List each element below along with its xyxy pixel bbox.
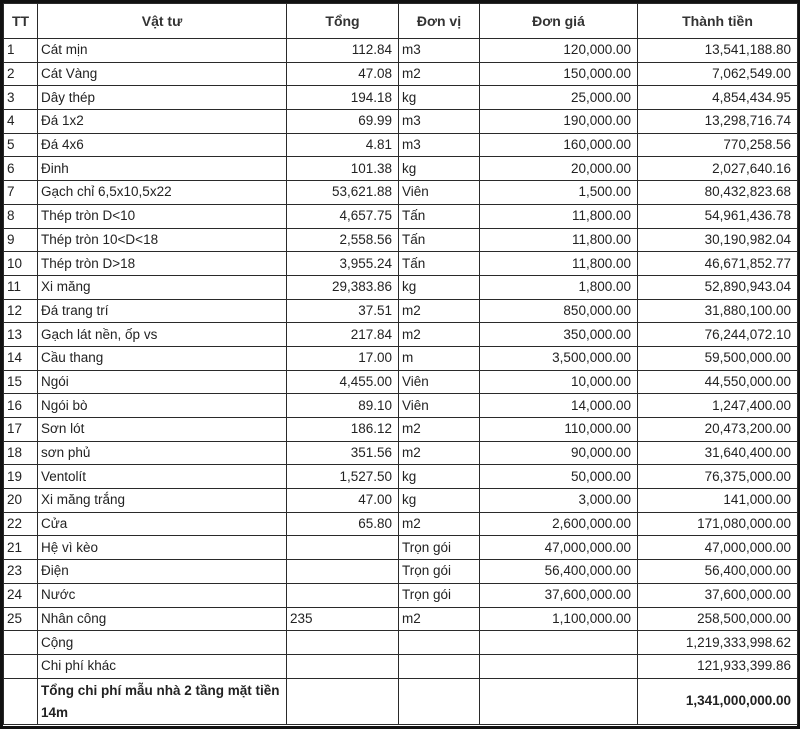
table-row [4,441,798,465]
cell-tong: 101.38 [287,157,399,181]
cell-don-gia: 47,000,000.00 [480,536,638,560]
cell-thanh-tien: 30,190,982.04 [638,228,798,252]
cell-don-vi: Tấn [399,228,480,252]
cell-tt: 13 [4,323,38,347]
cell-tong [287,536,399,560]
cell-thanh-tien: 20,473,200.00 [638,418,798,442]
cell-don-vi: Tấn [399,252,480,276]
cell-don-gia: 120,000.00 [480,39,638,63]
cell-don-vi: m2 [399,607,480,631]
table-row [4,465,798,489]
cell-vat-tu: Cầu thang [38,346,287,370]
table-row [4,512,798,536]
cell-don-gia: 350,000.00 [480,323,638,347]
cell-tt: 23 [4,560,38,584]
cell-tt: 10 [4,252,38,276]
cell-tong: 47.08 [287,62,399,86]
cell-tt: 22 [4,512,38,536]
cell-tong: 89.10 [287,394,399,418]
table-row [4,62,798,86]
cell-don-gia: 14,000.00 [480,394,638,418]
cell-don-vi: Trọn gói [399,536,480,560]
cell-don-gia: 25,000.00 [480,86,638,110]
cell-vat-tu: Thép tròn 10<D<18 [38,228,287,252]
cell-don-vi: kg [399,275,480,299]
summary-chi-phi-khac-value: 121,933,399.86 [638,654,798,678]
header-vat-tu: Vật tư [38,4,287,39]
cell-vat-tu: Cát Vàng [38,62,287,86]
summary-cong-value: 1,219,333,998.62 [638,631,798,655]
cell-tt: 25 [4,607,38,631]
cell-don-gia: 1,500.00 [480,181,638,205]
table-row [4,607,798,631]
table-row [4,418,798,442]
cell-vat-tu: Đá trang trí [38,299,287,323]
summary-empty-don-gia [480,678,638,724]
cell-thanh-tien: 54,961,436.78 [638,204,798,228]
table-row [4,489,798,513]
cell-don-gia: 150,000.00 [480,62,638,86]
cell-tt: 24 [4,583,38,607]
cell-don-vi: m2 [399,299,480,323]
cell-thanh-tien: 31,880,100.00 [638,299,798,323]
cell-thanh-tien: 76,244,072.10 [638,323,798,347]
table-row [4,204,798,228]
summary-empty-don-vi [399,654,480,678]
cell-vat-tu: Ventolít [38,465,287,489]
cell-tong: 37.51 [287,299,399,323]
cell-don-vi: m3 [399,133,480,157]
summary-empty-tong [287,631,399,655]
cell-vat-tu: Thép tròn D>18 [38,252,287,276]
cell-tong: 17.00 [287,346,399,370]
cell-don-vi: Trọn gói [399,560,480,584]
summary-empty-don-gia [480,654,638,678]
cell-tt: 5 [4,133,38,157]
cell-vat-tu: Đá 1x2 [38,110,287,134]
cell-tong [287,560,399,584]
cell-thanh-tien: 770,258.56 [638,133,798,157]
cell-don-vi: m2 [399,418,480,442]
cell-tt: 2 [4,62,38,86]
cell-don-vi: m3 [399,110,480,134]
cell-tt: 19 [4,465,38,489]
cell-tong: 65.80 [287,512,399,536]
table-row [4,299,798,323]
cell-thanh-tien: 47,000,000.00 [638,536,798,560]
table-row [4,583,798,607]
cell-vat-tu: Gạch lát nền, ốp vs [38,323,287,347]
cell-tt: 8 [4,204,38,228]
cell-vat-tu: sơn phủ [38,441,287,465]
cell-don-gia: 110,000.00 [480,418,638,442]
cell-don-vi: kg [399,465,480,489]
cell-tt: 11 [4,275,38,299]
cell-don-gia: 20,000.00 [480,157,638,181]
cell-don-vi: kg [399,157,480,181]
cell-thanh-tien: 46,671,852.77 [638,252,798,276]
summary-tong-value: 1,341,000,000.00 [638,678,798,724]
cell-thanh-tien: 80,432,823.68 [638,181,798,205]
cell-vat-tu: Ngói [38,370,287,394]
cell-tong: 29,383.86 [287,275,399,299]
cell-don-gia: 11,800.00 [480,228,638,252]
table-row [4,394,798,418]
table-row [4,560,798,584]
cell-tt: 20 [4,489,38,513]
table-row [4,133,798,157]
cell-tt: 6 [4,157,38,181]
table-body [4,39,798,631]
cell-tong: 4,657.75 [287,204,399,228]
cell-don-gia: 2,600,000.00 [480,512,638,536]
cell-vat-tu: Đinh [38,157,287,181]
cell-don-gia: 37,600,000.00 [480,583,638,607]
table-row [4,536,798,560]
cell-tt: 18 [4,441,38,465]
cell-thanh-tien: 56,400,000.00 [638,560,798,584]
summary-cong-label: Cộng [38,631,287,655]
cell-vat-tu: Nhân công [38,607,287,631]
table-row [4,181,798,205]
header-tong: Tổng [287,4,399,39]
summary-row-cong [4,631,798,655]
table-row [4,228,798,252]
cell-don-vi: m2 [399,62,480,86]
cell-don-vi: m [399,346,480,370]
material-cost-table [3,3,798,725]
cell-don-vi: m2 [399,441,480,465]
cell-thanh-tien: 141,000.00 [638,489,798,513]
summary-row-chi-phi-khac [4,654,798,678]
summary-row-tong [4,678,798,724]
cell-vat-tu: Đá 4x6 [38,133,287,157]
table-row [4,110,798,134]
cell-tong: 69.99 [287,110,399,134]
cell-thanh-tien: 76,375,000.00 [638,465,798,489]
cell-don-vi: Tấn [399,204,480,228]
cell-don-gia: 3,500,000.00 [480,346,638,370]
table-row [4,370,798,394]
summary-empty-tong [287,678,399,724]
cell-tong: 112.84 [287,39,399,63]
cell-tt: 12 [4,299,38,323]
table-row [4,275,798,299]
cell-vat-tu: Gạch chỉ 6,5x10,5x22 [38,181,287,205]
summary-chi-phi-khac-label: Chi phí khác [38,654,287,678]
summary-empty-tong [287,654,399,678]
cell-don-vi: kg [399,489,480,513]
cell-don-vi: m3 [399,39,480,63]
cell-vat-tu: Thép tròn D<10 [38,204,287,228]
header-don-gia: Đơn giá [480,4,638,39]
cell-tt: 21 [4,536,38,560]
cell-tong: 4.81 [287,133,399,157]
cell-vat-tu: Ngói bò [38,394,287,418]
cell-vat-tu: Xi măng trắng [38,489,287,513]
table-row [4,39,798,63]
cell-don-vi: m2 [399,512,480,536]
summary-empty-don-gia [480,631,638,655]
cell-don-vi: Viên [399,181,480,205]
header-don-vi: Đơn vị [399,4,480,39]
summary-empty-tt [4,631,38,655]
cell-tong: 3,955.24 [287,252,399,276]
cell-thanh-tien: 31,640,400.00 [638,441,798,465]
cell-tong: 2,558.56 [287,228,399,252]
cell-tong: 4,455.00 [287,370,399,394]
cell-tong: 217.84 [287,323,399,347]
table-row [4,157,798,181]
cell-don-gia: 1,100,000.00 [480,607,638,631]
cell-don-vi: Trọn gói [399,583,480,607]
summary-empty-tt [4,654,38,678]
cell-vat-tu: Xi măng [38,275,287,299]
cell-tt: 9 [4,228,38,252]
table-row [4,86,798,110]
cell-tong: 235 [287,607,399,631]
cell-tt: 15 [4,370,38,394]
cell-vat-tu: Dây thép [38,86,287,110]
cell-tong: 47.00 [287,489,399,513]
cell-thanh-tien: 37,600,000.00 [638,583,798,607]
table-header-row [4,4,798,39]
cell-tt: 17 [4,418,38,442]
cell-tt: 16 [4,394,38,418]
cell-tong: 351.56 [287,441,399,465]
cell-thanh-tien: 13,298,716.74 [638,110,798,134]
cell-thanh-tien: 13,541,188.80 [638,39,798,63]
cell-don-gia: 56,400,000.00 [480,560,638,584]
cell-vat-tu: Nước [38,583,287,607]
cell-thanh-tien: 258,500,000.00 [638,607,798,631]
cell-tong [287,583,399,607]
cell-don-gia: 11,800.00 [480,252,638,276]
cell-thanh-tien: 52,890,943.04 [638,275,798,299]
cell-don-vi: Viên [399,370,480,394]
cell-tt: 4 [4,110,38,134]
cell-tt: 3 [4,86,38,110]
cell-vat-tu: Sơn lót [38,418,287,442]
table-row [4,346,798,370]
cell-don-gia: 11,800.00 [480,204,638,228]
cell-thanh-tien: 7,062,549.00 [638,62,798,86]
cell-don-gia: 50,000.00 [480,465,638,489]
cell-don-vi: Viên [399,394,480,418]
cell-don-gia: 10,000.00 [480,370,638,394]
summary-empty-don-vi [399,678,480,724]
table-row [4,323,798,347]
cell-tong: 1,527.50 [287,465,399,489]
summary-empty-tt [4,678,38,724]
cell-don-gia: 160,000.00 [480,133,638,157]
cell-tong: 53,621.88 [287,181,399,205]
table-summary [4,631,798,724]
cell-tt: 1 [4,39,38,63]
cell-thanh-tien: 171,080,000.00 [638,512,798,536]
cell-thanh-tien: 59,500,000.00 [638,346,798,370]
cell-vat-tu: Điện [38,560,287,584]
cell-vat-tu: Hệ vì kèo [38,536,287,560]
cell-don-gia: 850,000.00 [480,299,638,323]
cell-tt: 14 [4,346,38,370]
cell-don-gia: 1,800.00 [480,275,638,299]
cell-don-gia: 90,000.00 [480,441,638,465]
cell-thanh-tien: 1,247,400.00 [638,394,798,418]
cell-vat-tu: Cát mịn [38,39,287,63]
cell-thanh-tien: 4,854,434.95 [638,86,798,110]
cell-don-vi: kg [399,86,480,110]
summary-tong-label: Tổng chi phí mẫu nhà 2 tầng mặt tiền 14m [38,678,287,724]
table-row [4,252,798,276]
summary-empty-don-vi [399,631,480,655]
cell-tong: 186.12 [287,418,399,442]
cell-tt: 7 [4,181,38,205]
cell-don-gia: 190,000.00 [480,110,638,134]
cell-thanh-tien: 44,550,000.00 [638,370,798,394]
cell-don-gia: 3,000.00 [480,489,638,513]
cell-thanh-tien: 2,027,640.16 [638,157,798,181]
header-tt: TT [4,4,38,39]
header-thanh-tien: Thành tiền [638,4,798,39]
cell-tong: 194.18 [287,86,399,110]
cell-vat-tu: Cửa [38,512,287,536]
cell-don-vi: m2 [399,323,480,347]
